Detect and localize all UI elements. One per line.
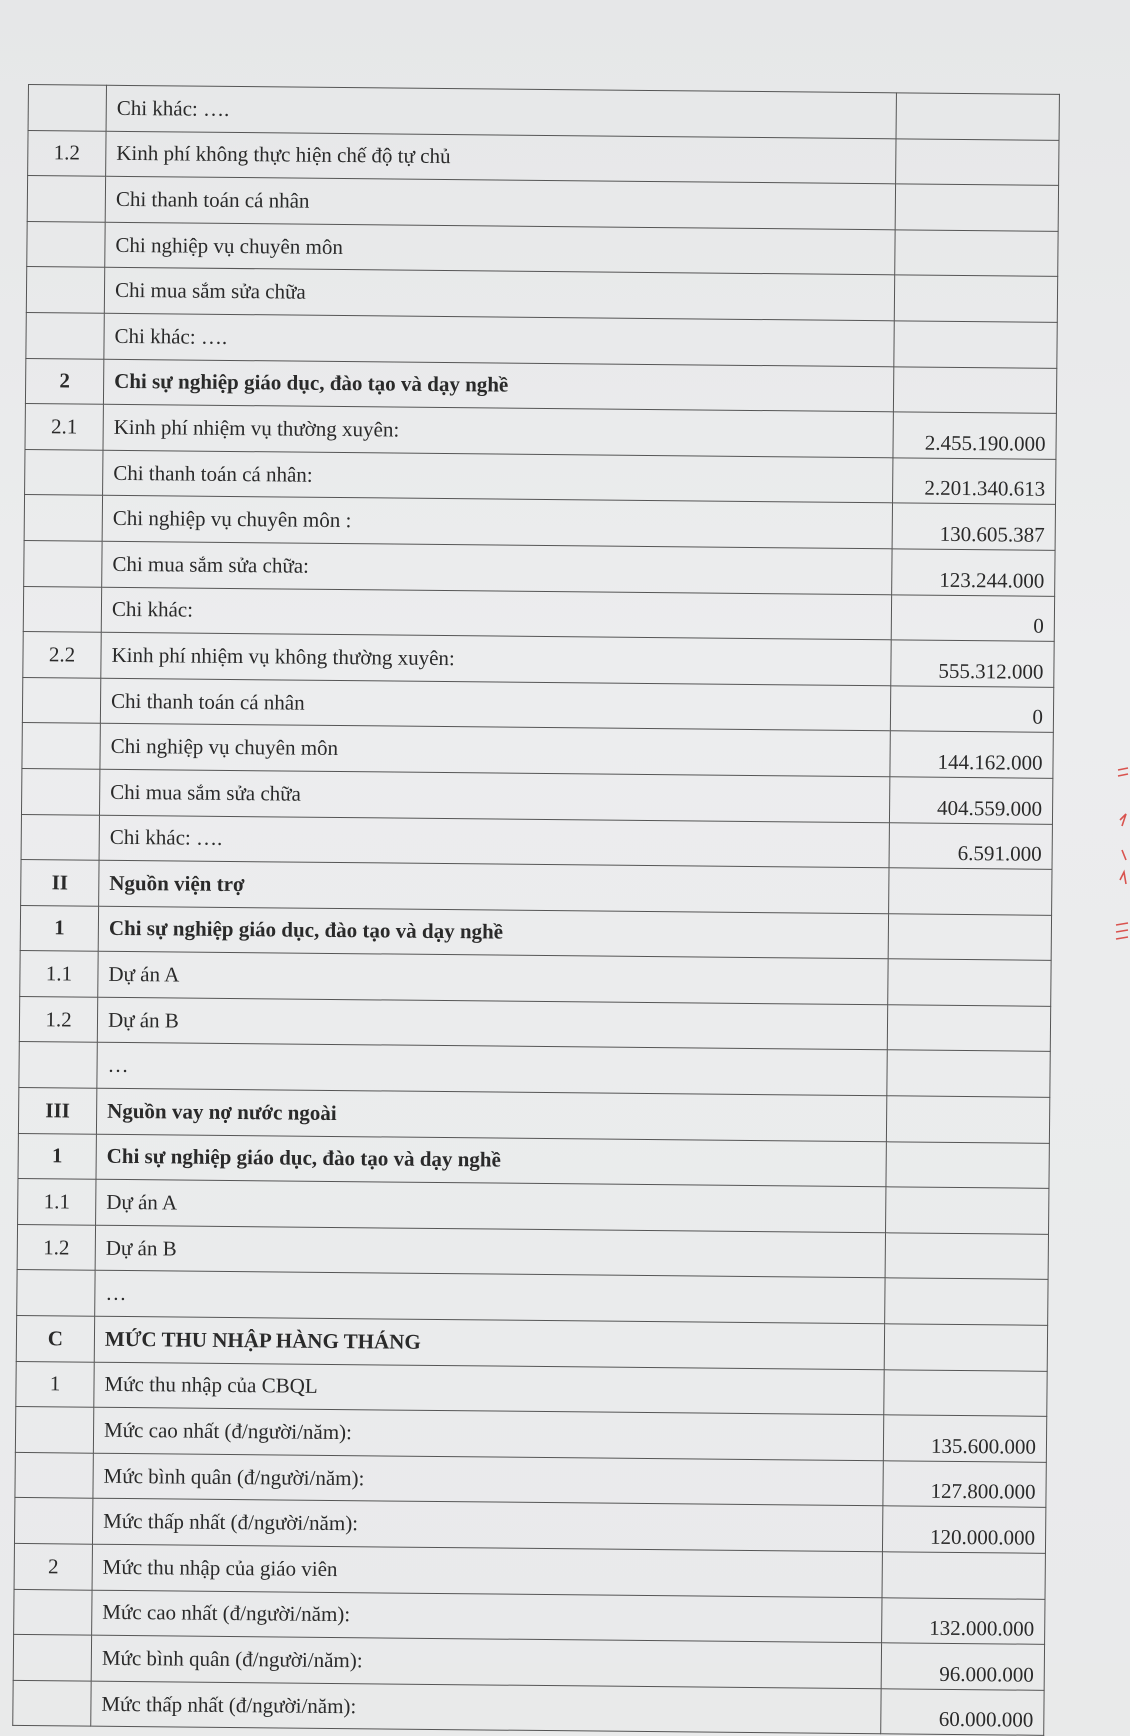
row-content-cell: Chi khác: …. (104, 313, 894, 366)
row-content-cell: Mức thu nhập của CBQL (94, 1362, 884, 1415)
budget-table (12, 84, 1060, 1736)
row-content-cell: Dự án B (95, 1225, 885, 1278)
row-number-cell (15, 1452, 93, 1498)
row-content-cell: Kinh phí nhiệm vụ thường xuyên: (103, 404, 893, 457)
row-number-cell (14, 1498, 92, 1544)
row-content-cell: Chi mua sắm sửa chữa (99, 769, 889, 822)
row-amount-cell: 120.000.000 (882, 1506, 1046, 1553)
row-amount-cell (883, 1369, 1047, 1416)
row-number-cell: 1.2 (19, 996, 97, 1042)
row-number-cell (28, 85, 106, 131)
row-number-cell: 1.2 (17, 1224, 95, 1270)
row-amount-cell: 6.591.000 (889, 822, 1053, 869)
row-number-cell (26, 312, 104, 358)
row-number-cell: 1 (18, 1133, 96, 1179)
budget-table-body (13, 85, 1060, 1736)
row-content-cell: MỨC THU NHẬP HÀNG THÁNG (94, 1316, 884, 1369)
row-amount-cell (885, 1141, 1049, 1188)
row-amount-cell (894, 275, 1058, 322)
row-content-cell: Mức thấp nhất (đ/người/năm): (91, 1681, 881, 1734)
row-number-cell: 1.1 (20, 951, 98, 997)
row-amount-cell (884, 1324, 1048, 1371)
row-content-cell: Chi mua sắm sửa chữa (104, 268, 894, 321)
row-amount-cell (885, 1187, 1049, 1234)
row-amount-cell (888, 868, 1052, 915)
row-content-cell: Mức thấp nhất (đ/người/năm): (92, 1499, 882, 1552)
row-content-cell: Nguồn viện trợ (99, 860, 889, 913)
row-amount-cell (887, 959, 1051, 1006)
row-number-cell: 2.2 (23, 632, 101, 678)
row-amount-cell: 60.000.000 (880, 1689, 1044, 1736)
red-margin-marks (1110, 760, 1130, 960)
row-content-cell: Chi sự nghiệp giáo dục, đào tạo và dạy nghề (98, 906, 888, 959)
row-number-cell (24, 495, 102, 541)
row-number-cell (14, 1589, 92, 1635)
row-amount-cell (882, 1552, 1046, 1599)
row-number-cell: 1 (16, 1361, 94, 1407)
row-number-cell (24, 540, 102, 586)
row-content-cell: … (95, 1271, 885, 1324)
row-number-cell (13, 1680, 91, 1726)
row-amount-cell (896, 93, 1060, 140)
row-content-cell: Chi nghiệp vụ chuyên môn (100, 724, 890, 777)
table-row (13, 1680, 1044, 1735)
row-amount-cell (893, 366, 1057, 413)
row-content-cell: Chi nghiệp vụ chuyên môn : (102, 496, 892, 549)
row-amount-cell (888, 913, 1052, 960)
row-number-cell (21, 768, 99, 814)
row-content-cell: Mức thu nhập của giáo viên (92, 1544, 882, 1597)
row-content-cell: Chi khác: (101, 587, 891, 640)
row-content-cell: Mức bình quân (đ/người/năm): (93, 1453, 883, 1506)
row-content-cell: Chi nghiệp vụ chuyên môn (105, 222, 895, 275)
row-amount-cell: 144.162.000 (889, 731, 1053, 778)
row-amount-cell: 2.201.340.613 (892, 458, 1056, 505)
row-amount-cell (885, 1233, 1049, 1280)
row-number-cell (26, 267, 104, 313)
row-number-cell: II (21, 860, 99, 906)
row-amount-cell (894, 230, 1058, 277)
row-amount-cell: 2.455.190.000 (892, 412, 1056, 459)
row-number-cell: C (16, 1315, 94, 1361)
row-content-cell: Chi mua sắm sửa chữa: (102, 541, 892, 594)
row-number-cell: 2.1 (25, 404, 103, 450)
row-content-cell: Kinh phí nhiệm vụ không thường xuyên: (101, 632, 891, 685)
row-content-cell: Chi khác: …. (106, 85, 896, 138)
row-amount-cell: 0 (890, 686, 1054, 733)
row-content-cell: Chi thanh toán cá nhân: (103, 450, 893, 503)
red-ink-strokes (1116, 768, 1128, 939)
row-content-cell: Dự án A (98, 951, 888, 1004)
row-content-cell: Mức cao nhất (đ/người/năm): (93, 1407, 883, 1460)
row-number-cell: 1 (20, 905, 98, 951)
row-content-cell: Chi thanh toán cá nhân (105, 176, 895, 229)
row-number-cell: III (18, 1088, 96, 1134)
row-amount-cell (893, 321, 1057, 368)
row-number-cell (25, 449, 103, 495)
row-content-cell: Nguồn vay nợ nước ngoài (96, 1088, 886, 1141)
row-number-cell (13, 1635, 91, 1681)
row-amount-cell: 127.800.000 (882, 1461, 1046, 1508)
row-number-cell (27, 221, 105, 267)
row-content-cell: Chi thanh toán cá nhân (100, 678, 890, 731)
row-content-cell: Mức bình quân (đ/người/năm): (91, 1635, 881, 1688)
row-number-cell: 2 (14, 1543, 92, 1589)
row-number-cell (22, 677, 100, 723)
row-amount-cell: 404.559.000 (889, 777, 1053, 824)
row-number-cell (17, 1270, 95, 1316)
row-amount-cell: 555.312.000 (890, 640, 1054, 687)
row-number-cell (22, 723, 100, 769)
row-number-cell: 2 (25, 358, 103, 404)
row-content-cell: Chi sự nghiệp giáo dục, đào tạo và dạy nghề (103, 359, 893, 412)
row-content-cell: … (97, 1043, 887, 1096)
row-amount-cell: 123.244.000 (891, 549, 1055, 596)
row-number-cell (15, 1407, 93, 1453)
row-amount-cell (886, 1050, 1050, 1097)
row-number-cell (19, 1042, 97, 1088)
row-number-cell: 1.2 (28, 130, 106, 176)
row-content-cell: Dự án A (96, 1179, 886, 1232)
row-number-cell (23, 586, 101, 632)
row-number-cell (21, 814, 99, 860)
row-number-cell: 1.1 (18, 1179, 96, 1225)
row-content-cell: Dự án B (97, 997, 887, 1050)
row-amount-cell: 96.000.000 (881, 1643, 1045, 1690)
row-amount-cell (895, 184, 1059, 231)
row-amount-cell: 132.000.000 (881, 1597, 1045, 1644)
budget-sheet (12, 84, 1060, 1736)
row-amount-cell (884, 1278, 1048, 1325)
row-content-cell: Chi sự nghiệp giáo dục, đào tạo và dạy nghề (96, 1134, 886, 1187)
row-content-cell: Kinh phí không thực hiện chế độ tự chủ (106, 131, 896, 184)
row-content-cell: Mức cao nhất (đ/người/năm): (92, 1590, 882, 1643)
row-amount-cell: 0 (891, 594, 1055, 641)
row-content-cell: Chi khác: …. (99, 815, 889, 868)
row-amount-cell (895, 138, 1059, 185)
row-number-cell (27, 176, 105, 222)
row-amount-cell (886, 1096, 1050, 1143)
row-amount-cell (887, 1005, 1051, 1052)
row-amount-cell: 130.605.387 (892, 503, 1056, 550)
row-amount-cell: 135.600.000 (883, 1415, 1047, 1462)
